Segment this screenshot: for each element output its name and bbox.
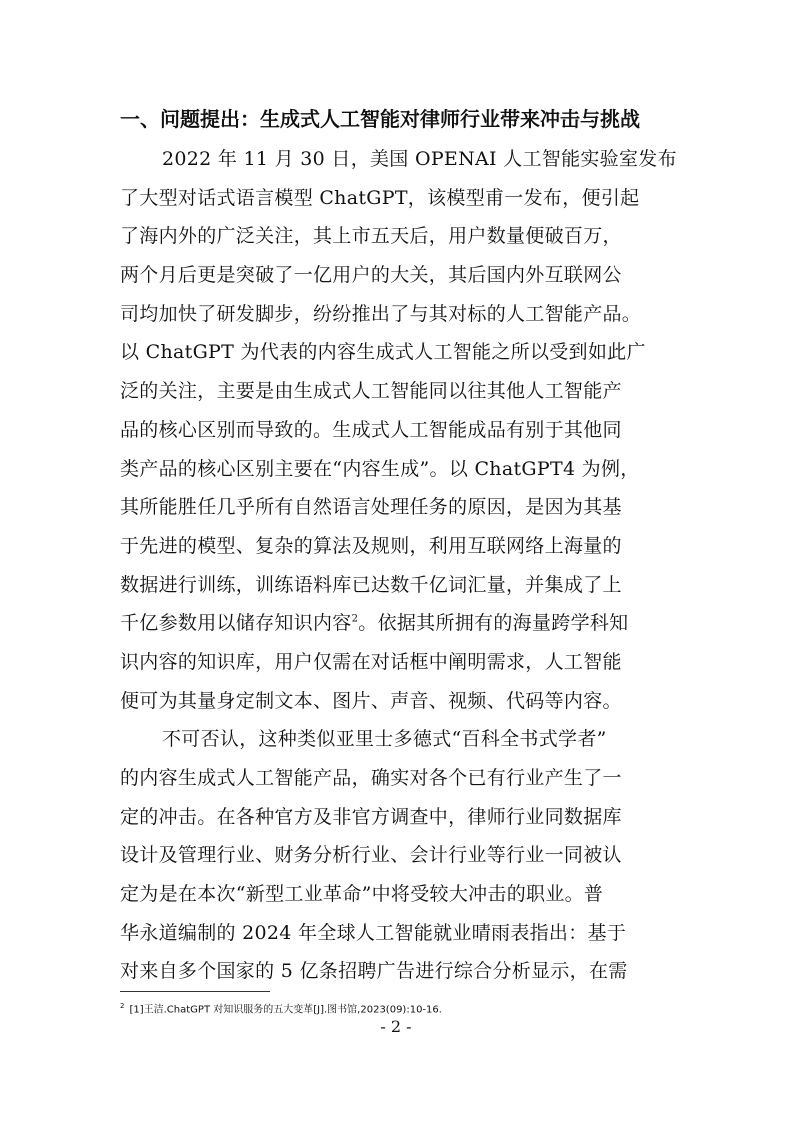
text-segment: 。依据其所拥有的海量跨学科知	[358, 612, 629, 635]
text-line: 司均加快了研发脚步，纷纷推出了与其对标的人工智能产品。	[120, 302, 642, 325]
section-heading: 一、问题提出：生成式人工智能对律师行业带来冲击与挑战	[120, 107, 640, 131]
text-line: 了海内外的广泛关注，其上市五天后，用户数量便破百万，	[120, 225, 622, 248]
footnote-text: [1]王洁.ChatGPT 对知识服务的五大变革[J].图书馆,2023(09):10-16.	[129, 1004, 442, 1016]
text-line: 类产品的核心区别主要在“内容生成”。以 ChatGPT4 为例，	[120, 457, 640, 480]
paragraph-1	[120, 140, 692, 720]
text-line: 不可否认，这种类似亚里士多德式“百科全书式学者”	[162, 728, 607, 751]
text-line: 其所能胜任几乎所有自然语言处理任务的原因，是因为其基	[120, 496, 622, 519]
page-number: - 2 -	[380, 1017, 412, 1036]
footnote	[120, 999, 680, 1017]
text-line: 对来自多个国家的 5 亿条招聘广告进行综合分析显示，在需	[120, 960, 628, 983]
text-line: 以 ChatGPT 为代表的内容生成式人工智能之所以受到如此广	[120, 341, 646, 364]
text-line: 数据进行训练，训练语料库已达数千亿词汇量，并集成了上	[120, 573, 622, 596]
text-line: 了大型对话式语言模型 ChatGPT，该模型甫一发布，便引起	[120, 186, 640, 209]
text-line: 于先进的模型、复杂的算法及规则，利用互联网络上海量的	[120, 534, 622, 557]
text-line: 的内容生成式人工智能产品，确实对各个已有行业产生了一	[120, 767, 622, 789]
body-text	[120, 140, 692, 991]
footnote-marker: 2	[120, 1002, 125, 1010]
text-line: 品的核心区别而导致的。生成式人工智能成品有别于其他同	[120, 418, 622, 441]
footnote-reference: 2	[351, 613, 359, 625]
text-line: 华永道编制的 2024 年全球人工智能就业晴雨表指出：基于	[120, 921, 627, 944]
text-segment: 千亿参数用以储存知识内容	[120, 612, 352, 635]
footnote-divider	[120, 991, 270, 992]
text-line: 泛的关注，主要是由生成式人工智能同以往其他人工智能产	[120, 380, 622, 403]
text-line: 定为是在本次“新型工业革命”中将受较大冲击的职业。普	[120, 883, 604, 906]
text-line: 识内容的知识库，用户仅需在对话框中阐明需求，人工智能	[120, 650, 622, 673]
text-line-with-footnote	[120, 604, 692, 643]
text-line: 便可为其量身定制文本、图片、声音、视频、代码等内容。	[120, 689, 622, 712]
text-line: 两个月后更是突破了一亿用户的大关，其后国内外互联网公	[120, 264, 622, 287]
paragraph-2	[120, 720, 692, 991]
text-line: 设计及管理行业、财务分析行业、会计行业等行业一同被认	[120, 844, 622, 867]
text-line: 2022 年 11 月 30 日，美国 OPENAI 人工智能实验室发布	[162, 148, 677, 170]
text-line: 定的冲击。在各种官方及非官方调查中，律师行业同数据库	[120, 805, 622, 828]
